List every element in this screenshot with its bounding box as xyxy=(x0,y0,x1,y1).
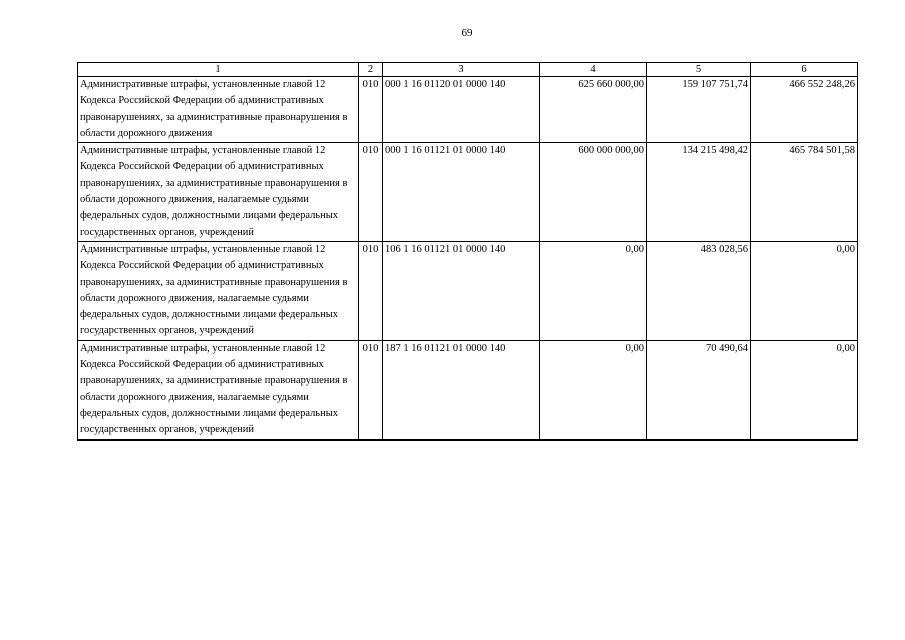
row-code-cell: 010 xyxy=(359,77,383,143)
header-cell-5: 5 xyxy=(647,63,751,77)
row-code-cell: 010 xyxy=(359,241,383,340)
header-cell-3: 3 xyxy=(383,63,540,77)
table-row xyxy=(78,143,858,242)
row-kbk-cell: 000 1 16 01121 01 0000 140 xyxy=(383,143,540,242)
row-col5-cell: 159 107 751,74 xyxy=(647,77,751,143)
row-code-cell: 010 xyxy=(359,143,383,242)
table-row xyxy=(78,241,858,340)
header-cell-1: 1 xyxy=(78,63,359,77)
row-col4-cell: 0,00 xyxy=(540,340,647,439)
page-number: 69 xyxy=(461,27,473,39)
row-col4-cell: 0,00 xyxy=(540,241,647,340)
header-row xyxy=(78,63,858,77)
row-kbk-cell: 187 1 16 01121 01 0000 140 xyxy=(383,340,540,439)
report-table xyxy=(77,62,858,441)
row-col5-cell: 134 215 498,42 xyxy=(647,143,751,242)
row-name-cell: Административные штрафы, установленные главой 12 Кодекса Российской Федерации об административных правонарушениях, за административные правонарушения в области дорожного движения xyxy=(78,77,359,143)
table-row xyxy=(78,77,858,143)
header-cell-4: 4 xyxy=(540,63,647,77)
row-col4-cell: 600 000 000,00 xyxy=(540,143,647,242)
row-name-cell: Административные штрафы, установленные главой 12 Кодекса Российской Федерации об административных правонарушениях, за административные правонарушения в области дорожного движения, налагаемые судьями федеральных судов, должностными лицами федеральных государственных органов, учреждений xyxy=(78,241,359,340)
row-name-cell: Административные штрафы, установленные главой 12 Кодекса Российской Федерации об административных правонарушениях, за административные правонарушения в области дорожного движения, налагаемые судьями федеральных судов, должностными лицами федеральных государственных органов, учреждений xyxy=(78,143,359,242)
row-col5-cell: 483 028,56 xyxy=(647,241,751,340)
row-col6-cell: 0,00 xyxy=(751,241,858,340)
table-body xyxy=(78,77,858,440)
row-col4-cell: 625 660 000,00 xyxy=(540,77,647,143)
row-col6-cell: 465 784 501,58 xyxy=(751,143,858,242)
header-cell-2: 2 xyxy=(359,63,383,77)
table-row xyxy=(78,340,858,439)
row-kbk-cell: 000 1 16 01120 01 0000 140 xyxy=(383,77,540,143)
row-col6-cell: 0,00 xyxy=(751,340,858,439)
table-header xyxy=(78,63,858,77)
row-name-cell: Административные штрафы, установленные главой 12 Кодекса Российской Федерации об административных правонарушениях, за административные правонарушения в области дорожного движения, налагаемые судьями федеральных судов, должностными лицами федеральных государственных органов, учреждений xyxy=(78,340,359,439)
row-col6-cell: 466 552 248,26 xyxy=(751,77,858,143)
row-col5-cell: 70 490,64 xyxy=(647,340,751,439)
row-code-cell: 010 xyxy=(359,340,383,439)
row-kbk-cell: 106 1 16 01121 01 0000 140 xyxy=(383,241,540,340)
header-cell-6: 6 xyxy=(751,63,858,77)
